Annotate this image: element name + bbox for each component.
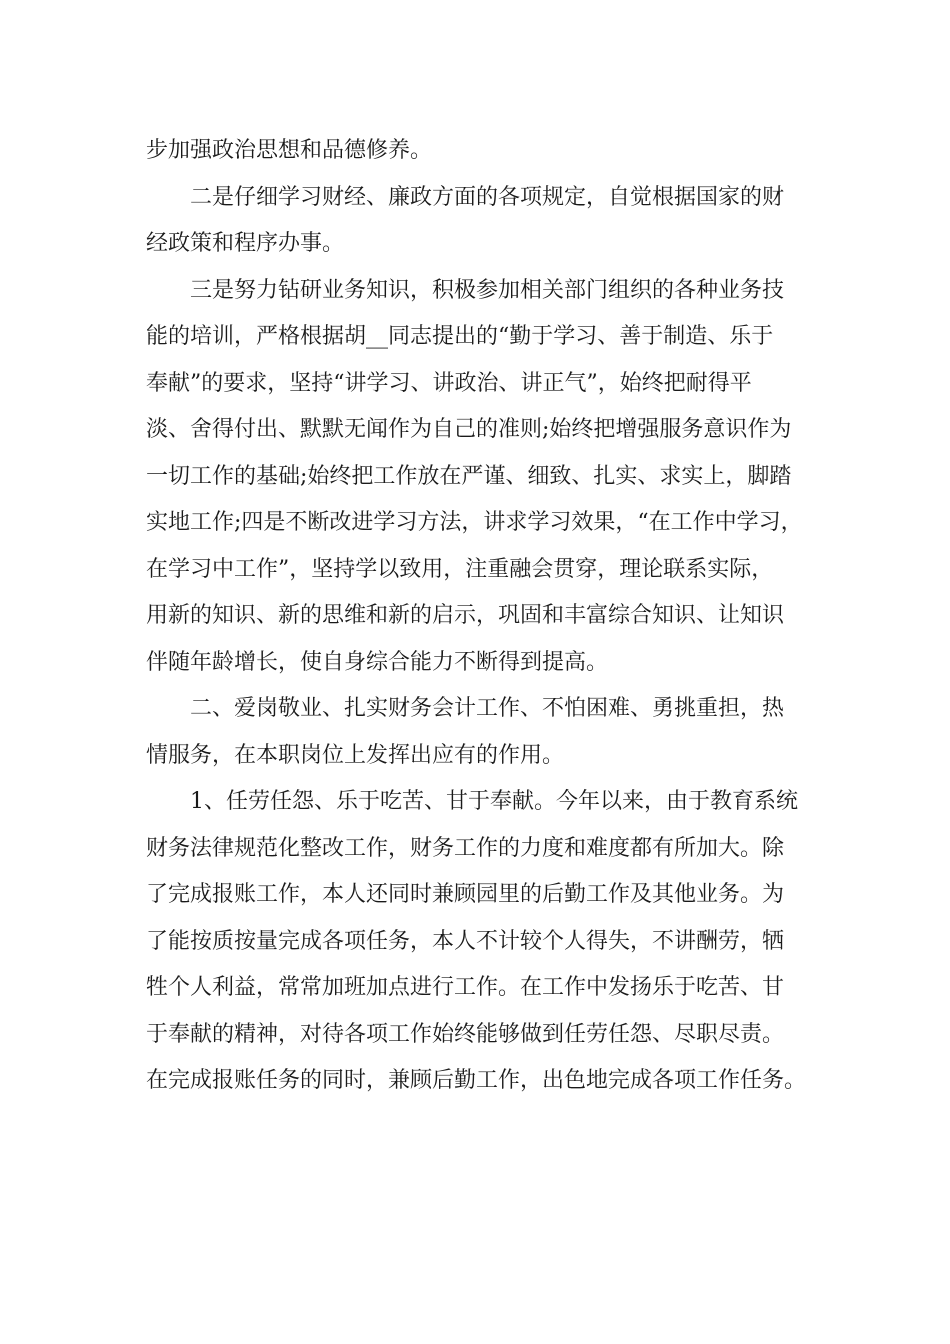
- text-line: 实地工作;四是不断改进学习方法，讲求学习效果，“在工作中学习，: [146, 510, 803, 535]
- text-line: 用新的知识、新的思维和新的启示，巩固和丰富综合知识、让知识: [146, 603, 785, 628]
- text-line: 在完成报账任务的同时，兼顾后勤工作，出色地完成各项工作任务。: [146, 1068, 807, 1093]
- body-text: [146, 128, 826, 1105]
- text-line: 奉献”的要求，坚持“讲学习、讲政治、讲正气”，始终把耐得平: [146, 370, 752, 396]
- text-line: 在学习中工作”，坚持学以致用，注重融会贯穿，理论联系实际，: [146, 556, 774, 582]
- text-line: 于奉献的精神，对待各项工作始终能够做到任劳任怨、尽职尽责。: [146, 1021, 785, 1047]
- text-line: 情服务，在本职岗位上发挥出应有的作用。: [146, 742, 565, 768]
- text-line: 1、任劳任怨、乐于吃苦、甘于奉献。今年以来，由于教育系统: [190, 789, 798, 814]
- text-line: 了能按质按量完成各项任务，本人不计较个人得失，不讲酬劳，牺: [146, 928, 785, 954]
- text-line: 三是努力钻研业务知识，积极参加相关部门组织的各种业务技: [190, 277, 785, 303]
- text-line: 伴随年龄增长，使自身综合能力不断得到提高。: [146, 649, 609, 675]
- text-line: 一切工作的基础;始终把工作放在严谨、细致、扎实、求实上，脚踏: [146, 463, 792, 489]
- text-line: 财务法律规范化整改工作，财务工作的力度和难度都有所加大。除: [146, 835, 785, 861]
- text-line: 经政策和程序办事。: [146, 231, 345, 256]
- text-line: 步加强政治思想和品德修养。: [146, 138, 433, 163]
- text-line: 能的培训，严格根据胡__同志提出的“勤于学习、善于制造、乐于: [146, 324, 774, 349]
- text-line: 了完成报账工作，本人还同时兼顾园里的后勤工作及其他业务。为: [146, 882, 785, 907]
- text-line: 淡、舍得付出、默默无闻作为自己的准则;始终把增强服务意识作为: [146, 417, 792, 442]
- text-line: 二是仔细学习财经、廉政方面的各项规定，自觉根据国家的财: [190, 184, 785, 210]
- text-line: 牲个人利益，常常加班加点进行工作。在工作中发扬乐于吃苦、甘: [146, 975, 785, 1000]
- text-line: 二、爱岗敬业、扎实财务会计工作、不怕困难、勇挑重担，热: [190, 696, 785, 721]
